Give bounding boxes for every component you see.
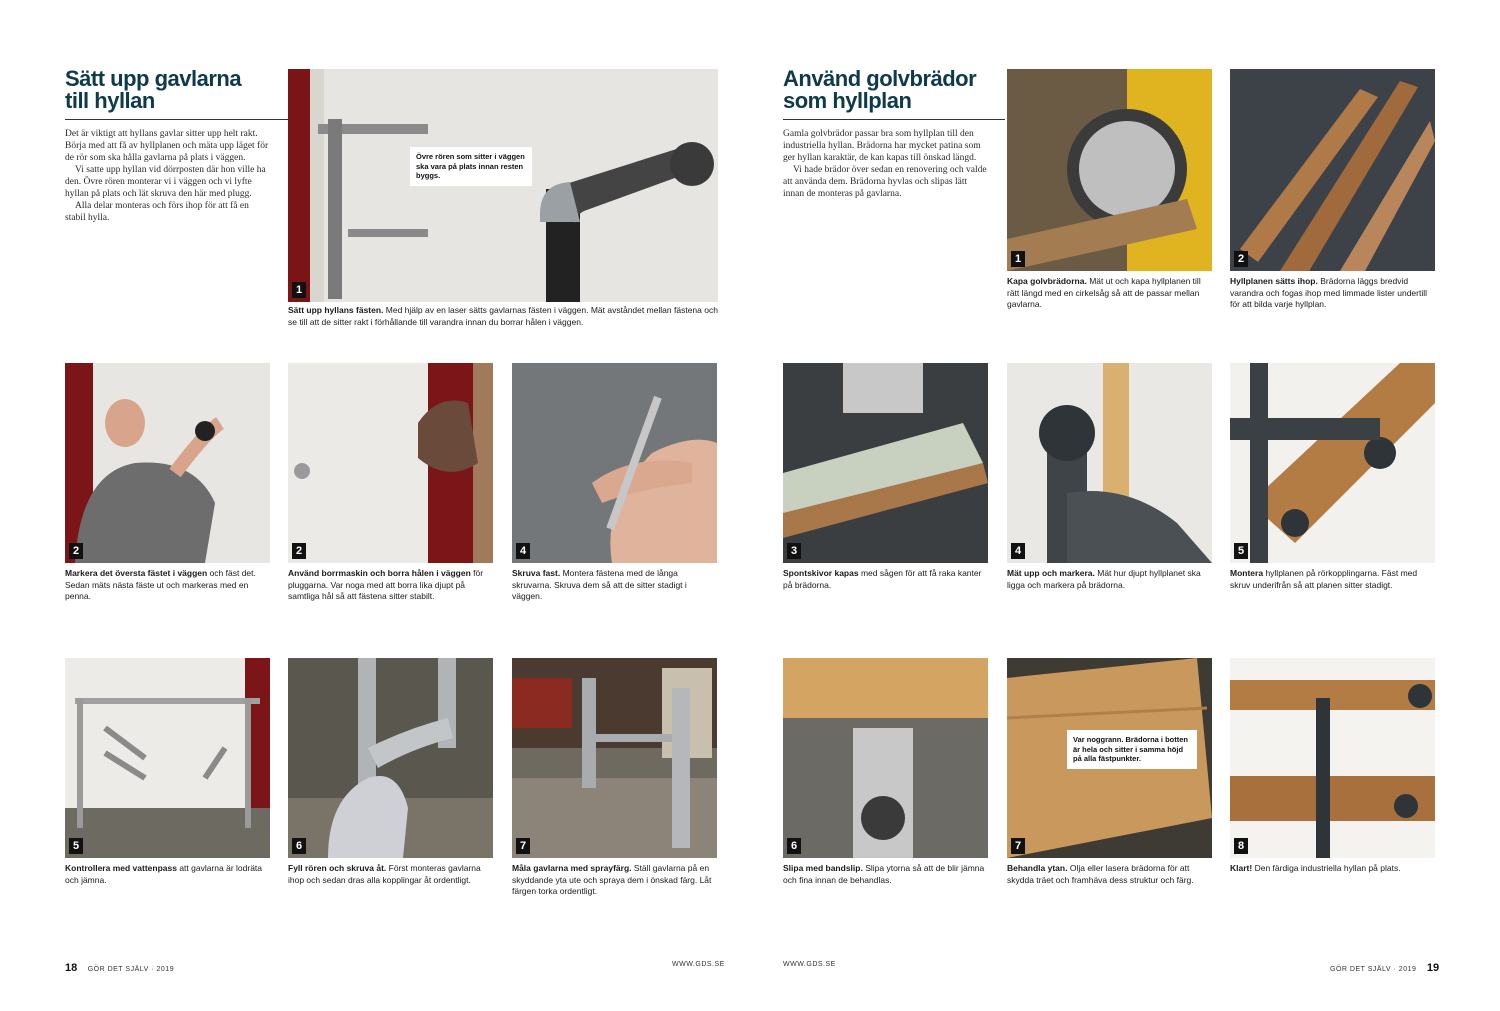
caption-heading: Spontskivor kapas xyxy=(783,568,859,578)
left-photo-2 xyxy=(65,363,270,563)
right-caption-3 xyxy=(783,568,988,591)
step-number-badge: 5 xyxy=(1234,543,1248,559)
finished-shelf-photo xyxy=(1230,658,1435,858)
caption-text: för pluggarna. Var noga med att borra lika djupt på samtliga hål så att fästena sitter stabilt. xyxy=(288,568,484,601)
left-caption-7 xyxy=(512,863,717,898)
step-number-badge: 8 xyxy=(1234,838,1248,854)
photo-callout: Var noggrann. Brädorna i botten är hela och sitter i samma höjd på alla fästpunkter. xyxy=(1067,730,1197,769)
page-number: 18 xyxy=(65,962,78,974)
measuring-pipe-photo xyxy=(1007,363,1212,563)
caption-heading: Använd borrmaskin och borra hålen i väggen xyxy=(288,568,471,578)
left-caption-3 xyxy=(288,568,493,603)
person-marking-wall-photo xyxy=(65,363,270,563)
footer-website: WWW.GDS.SE xyxy=(783,961,836,968)
caption-heading: Klart! xyxy=(1230,863,1253,873)
circular-saw-photo xyxy=(1007,69,1212,271)
caption-text: Slipa ytorna så att de blir jämna och fina innan de behandlas. xyxy=(783,863,985,885)
step-number-badge: 1 xyxy=(292,282,306,298)
right-title-line-2: som hyllplan xyxy=(783,88,912,113)
left-title-line-1: Sätt upp gavlarna xyxy=(65,66,242,91)
step-number-badge: 2 xyxy=(69,543,83,559)
caption-text: Mät ut och kapa hyllplanen till rätt längd med en cirkelsåg så att de passar mellan gavlarna. xyxy=(1007,276,1201,309)
left-intro xyxy=(65,128,270,224)
right-intro-paragraph: Gamla golvbrädor passar bra som hyllplan till den industriella hyllan. Brädorna har mycket patina som ger hyllan karaktär, de kan kapas till önskad längd. xyxy=(783,129,981,163)
step-number-badge: 6 xyxy=(787,838,801,854)
right-photo-5 xyxy=(1230,363,1435,563)
photo-callout: Övre rören som sitter i väggen ska vara på plats innan resten byggs. xyxy=(410,147,532,186)
caption-heading: Kapa golvbrädorna. xyxy=(1007,276,1087,286)
footer-website: WWW.GDS.SE xyxy=(672,961,725,968)
right-title-block xyxy=(783,68,1003,112)
caption-text: Brädorna läggs bredvid varandra och fogas ihop med limmade lister undertill för att bilda varje hyllplan. xyxy=(1230,276,1428,309)
caption-text: hyllplanen på rörkopplingarna. Fäst med skruv underifrån så att planen sitter stadigt. xyxy=(1230,568,1418,590)
step-number-badge: 7 xyxy=(1011,838,1025,854)
caption-text: med sågen för att få raka kanter på brädorna. xyxy=(783,568,982,590)
left-title xyxy=(65,68,285,112)
caption-text: Ställ gavlarna på en skyddande yta ute och spraya dem i önskad färg. Låt färgen torka ordentligt. xyxy=(512,863,712,896)
step-number-badge: 6 xyxy=(292,838,306,854)
footer-magazine: GÖR DET SJÄLV · 2019 xyxy=(87,966,175,973)
right-photo-6 xyxy=(783,658,988,858)
caption-heading: Markera det översta fästet i väggen xyxy=(65,568,208,578)
right-caption-1 xyxy=(1007,276,1212,311)
step-number-badge: 3 xyxy=(787,543,801,559)
right-photo-3 xyxy=(783,363,988,563)
right-photo-1 xyxy=(1007,69,1212,271)
wall-pipe-photo xyxy=(288,69,718,302)
footer-magazine: GÖR DET SJÄLV · 2019 xyxy=(1330,966,1417,973)
caption-heading: Montera xyxy=(1230,568,1264,578)
left-intro-paragraph: Vi satte upp hyllan vid dörrposten där hon ville ha den. Övre rören monterar vi i väggen och vi lyfte hyllan på plats och lät skruva den här med plugg. xyxy=(65,165,266,199)
left-title-rule xyxy=(65,119,290,120)
tongue-groove-saw-photo xyxy=(783,363,988,563)
belt-sander-photo xyxy=(783,658,988,858)
caption-text: och fäst det. Sedan mäts nästa fäste ut och markeras med en penna. xyxy=(65,568,256,601)
left-caption-1 xyxy=(288,305,718,328)
left-title-block xyxy=(65,68,285,112)
right-photo-2 xyxy=(1230,69,1435,271)
assembling-fittings-photo xyxy=(288,658,493,858)
left-photo-6 xyxy=(288,658,493,858)
shelf-frame-on-wall-photo xyxy=(65,658,270,858)
step-number-badge: 4 xyxy=(1011,543,1025,559)
caption-text: Olja eller lasera brädorna för att skydda träet och framhäva dess struktur och färg. xyxy=(1007,863,1194,885)
step-number-badge: 4 xyxy=(516,543,530,559)
caption-heading: Kontrollera med vattenpass xyxy=(65,863,177,873)
left-photo-5 xyxy=(65,658,270,858)
page-number: 19 xyxy=(1426,962,1440,974)
left-title-line-2: till hyllan xyxy=(65,88,155,113)
right-intro-paragraph: Vi hade brädor över sedan en renovering och valde att använda dem. Brädorna hyvlas och slipas lätt innan de monteras på gavlarna. xyxy=(783,165,987,199)
step-number-badge: 7 xyxy=(516,838,530,854)
caption-heading: Mät upp och markera. xyxy=(1007,568,1095,578)
caption-text: Mät hur djupt hyllplanet ska ligga och markera på brädorna. xyxy=(1007,568,1201,590)
caption-text: att gavlarna är lodräta och jämna. xyxy=(65,863,263,885)
left-photo-1 xyxy=(288,69,718,302)
right-title-line-1: Använd golvbrädor xyxy=(783,66,977,91)
left-photo-3 xyxy=(288,363,493,563)
caption-heading: Skruva fast. xyxy=(512,568,561,578)
right-photo-7 xyxy=(1007,658,1212,858)
left-intro-paragraph: Alla delar monteras och förs ihop för att få en stabil hylla. xyxy=(65,201,249,223)
right-caption-6 xyxy=(783,863,988,886)
spray-painting-frames-photo xyxy=(512,658,717,858)
step-number-badge: 2 xyxy=(1234,251,1248,267)
right-photo-4 xyxy=(1007,363,1212,563)
caption-heading: Hyllplanen sätts ihop. xyxy=(1230,276,1318,286)
step-number-badge: 1 xyxy=(1011,251,1025,267)
left-caption-6 xyxy=(288,863,493,886)
right-intro xyxy=(783,128,988,200)
caption-heading: Fyll rören och skruva åt. xyxy=(288,863,387,873)
right-caption-4 xyxy=(1007,568,1212,591)
right-title xyxy=(783,68,1003,112)
caption-heading: Måla gavlarna med sprayfärg. xyxy=(512,863,632,873)
left-photo-4 xyxy=(512,363,717,563)
caption-text: Montera fästena med de långa skruvarna. Skruva dem så att de sitter stadigt i väggen. xyxy=(512,568,687,601)
step-number-badge: 5 xyxy=(69,838,83,854)
caption-heading: Behandla ytan. xyxy=(1007,863,1068,873)
right-caption-8 xyxy=(1230,863,1435,875)
left-caption-2 xyxy=(65,568,270,603)
caption-text: Den färdiga industriella hyllan på plats. xyxy=(1254,863,1401,873)
left-photo-7 xyxy=(512,658,717,858)
left-caption-5 xyxy=(65,863,270,886)
left-footer xyxy=(65,958,174,976)
right-title-rule xyxy=(783,119,1005,120)
right-footer xyxy=(1330,958,1439,976)
caption-text: Med hjälp av en laser sätts gavlarnas fästen i väggen. Mät avståndet mellan fästena och se till att de sitter rakt i förhållande till varandra innan du borrar hålen i väggen. xyxy=(288,305,718,327)
left-intro-paragraph: Det är viktigt att hyllans gavlar sitter upp helt rakt. Börja med att få av hyllplanen och mäta upp läget för de rör som ska hålla gavlarna på plats i väggen. xyxy=(65,129,269,163)
right-caption-2 xyxy=(1230,276,1435,311)
right-caption-5 xyxy=(1230,568,1435,591)
caption-text: Först monteras gavlarna ihop och sedan dras alla kopplingar åt ordentligt. xyxy=(288,863,481,885)
step-number-badge: 2 xyxy=(292,543,306,559)
right-caption-7 xyxy=(1007,863,1212,886)
right-photo-8 xyxy=(1230,658,1435,858)
caption-heading: Slipa med bandslip. xyxy=(783,863,863,873)
floorboards-photo xyxy=(1230,69,1435,271)
shelf-mounted-photo xyxy=(1230,363,1435,563)
caption-heading: Sätt upp hyllans fästen. xyxy=(288,305,384,315)
left-caption-4 xyxy=(512,568,717,603)
drilling-wall-photo xyxy=(288,363,493,563)
screw-in-hand-photo xyxy=(512,363,717,563)
